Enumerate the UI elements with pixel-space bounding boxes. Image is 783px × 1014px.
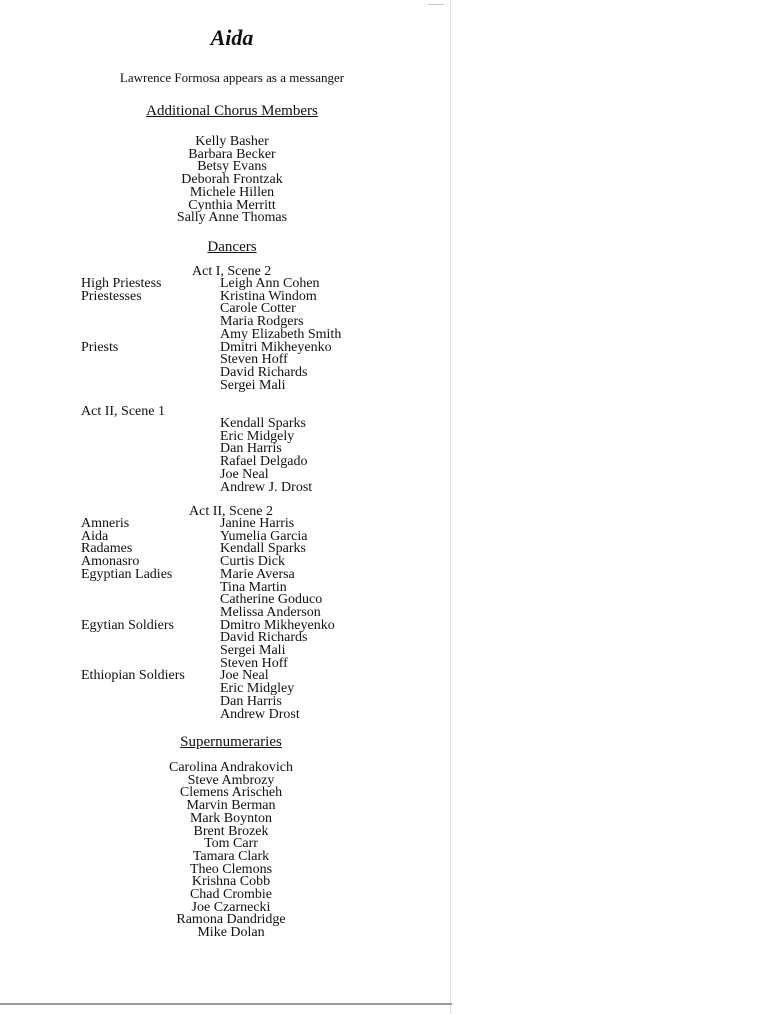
act1-scene2-label: Act I, Scene 2 [192,264,272,279]
list-item: Melissa Anderson [220,604,321,620]
page-title: Aida [210,25,254,50]
list-item: Kendall Sparks [220,541,306,557]
list-item: Andrew J. Drost [220,479,313,495]
list-item: Joe Neal [220,668,269,684]
role-label: Priestesses [81,288,142,304]
supernumeraries-list [169,762,293,940]
role-label: Amonasro [81,554,140,570]
list-item: Steven Hoff [220,655,288,671]
role-label: Egyptian Ladies [81,566,173,582]
chorus-list [177,136,287,225]
list-item: Dmitri Mikheyenko [220,339,332,355]
list-item: David Richards [220,630,308,646]
list-item: Steven Hoff [220,352,288,368]
list-item: Barbara Becker [188,146,276,162]
supernumeraries-heading: Supernumeraries [180,734,282,750]
corner-mark [428,4,444,11]
act1-names [220,278,341,392]
act2-scene2-roles [81,518,185,683]
list-item: Mike Dolan [197,925,265,941]
list-item: Brent Brozek [193,823,269,839]
list-item: Tom Carr [204,836,258,852]
role-label [81,303,162,316]
role-label [81,594,185,607]
list-item: Carolina Andrakovich [168,760,294,775]
list-item: Marvin Berman [186,798,276,814]
role-label: Ethiopian Soldiers [81,668,185,684]
list-item: Steve Ambrozy [187,772,275,788]
list-item: Eric Midgley [220,681,295,697]
page-edge [450,0,451,1014]
list-item: Andrew Drost [220,706,300,722]
role-label: Priests [81,339,119,355]
list-item: Kristina Windom [220,288,317,304]
role-label [81,582,185,595]
list-item: Mark Boynton [189,810,273,826]
role-label: Aida [81,528,109,544]
list-item: Dan Harris [220,693,282,709]
chorus-heading: Additional Chorus Members [146,103,318,119]
role-label: High Priestess [81,276,162,291]
role-label: Amneris [81,516,130,531]
role-label [81,645,185,658]
list-item: Cynthia Merritt [188,197,276,213]
list-item: Yumelia Garcia [220,528,308,544]
act2-scene1-label: Act II, Scene 1 [81,404,165,419]
list-item: Betsy Evans [197,159,267,175]
list-item: Clemens Arischeh [179,785,283,801]
list-item: Theo Clemons [189,861,273,877]
list-item: Ramona Dandridge [176,912,286,928]
list-item: Curtis Dick [220,554,285,570]
role-label [81,632,185,645]
list-item: Kelly Basher [195,134,269,149]
messenger-note: Lawrence Formosa appears as a messanger [119,70,345,85]
list-item: David Richards [220,364,308,380]
list-item: Joe Neal [220,466,269,482]
list-item: Catherine Goduco [220,592,323,608]
act1-roles [81,278,162,354]
list-item: Tamara Clark [192,848,270,864]
list-item: Joe Czarnecki [191,899,271,915]
list-item: Janine Harris [220,516,295,531]
act2-scene2-names [220,518,335,721]
list-item: Marie Aversa [220,566,295,582]
list-item: Chad Crombie [189,887,273,903]
act2-scene1-names [220,418,312,494]
list-item: Dmitro Mikheyenko [220,617,335,633]
role-label [81,316,162,329]
list-item: Sally Anne Thomas [176,210,288,226]
list-item: Carole Cotter [220,301,296,317]
role-label: Radames [81,541,133,557]
list-item: Sergei Mali [220,643,286,659]
dancers-heading: Dancers [207,239,257,255]
list-item: Sergei Mali [220,377,286,393]
role-label: Egytian Soldiers [81,617,174,633]
list-item: Amy Elizabeth Smith [220,326,342,342]
list-item: Michele Hillen [189,184,275,200]
list-item: Kendall Sparks [220,416,306,431]
list-item: Rafael Delgado [220,454,308,470]
act2-scene2-label: Act II, Scene 2 [189,504,273,519]
page-bottom-edge [0,1003,452,1005]
list-item: Eric Midgely [220,428,295,444]
list-item: Deborah Frontzak [181,172,283,188]
list-item: Krishna Cobb [191,874,271,890]
list-item: Dan Harris [220,441,282,457]
list-item: Maria Rodgers [220,314,304,330]
list-item: Leigh Ann Cohen [220,276,320,291]
list-item: Tina Martin [220,579,287,595]
